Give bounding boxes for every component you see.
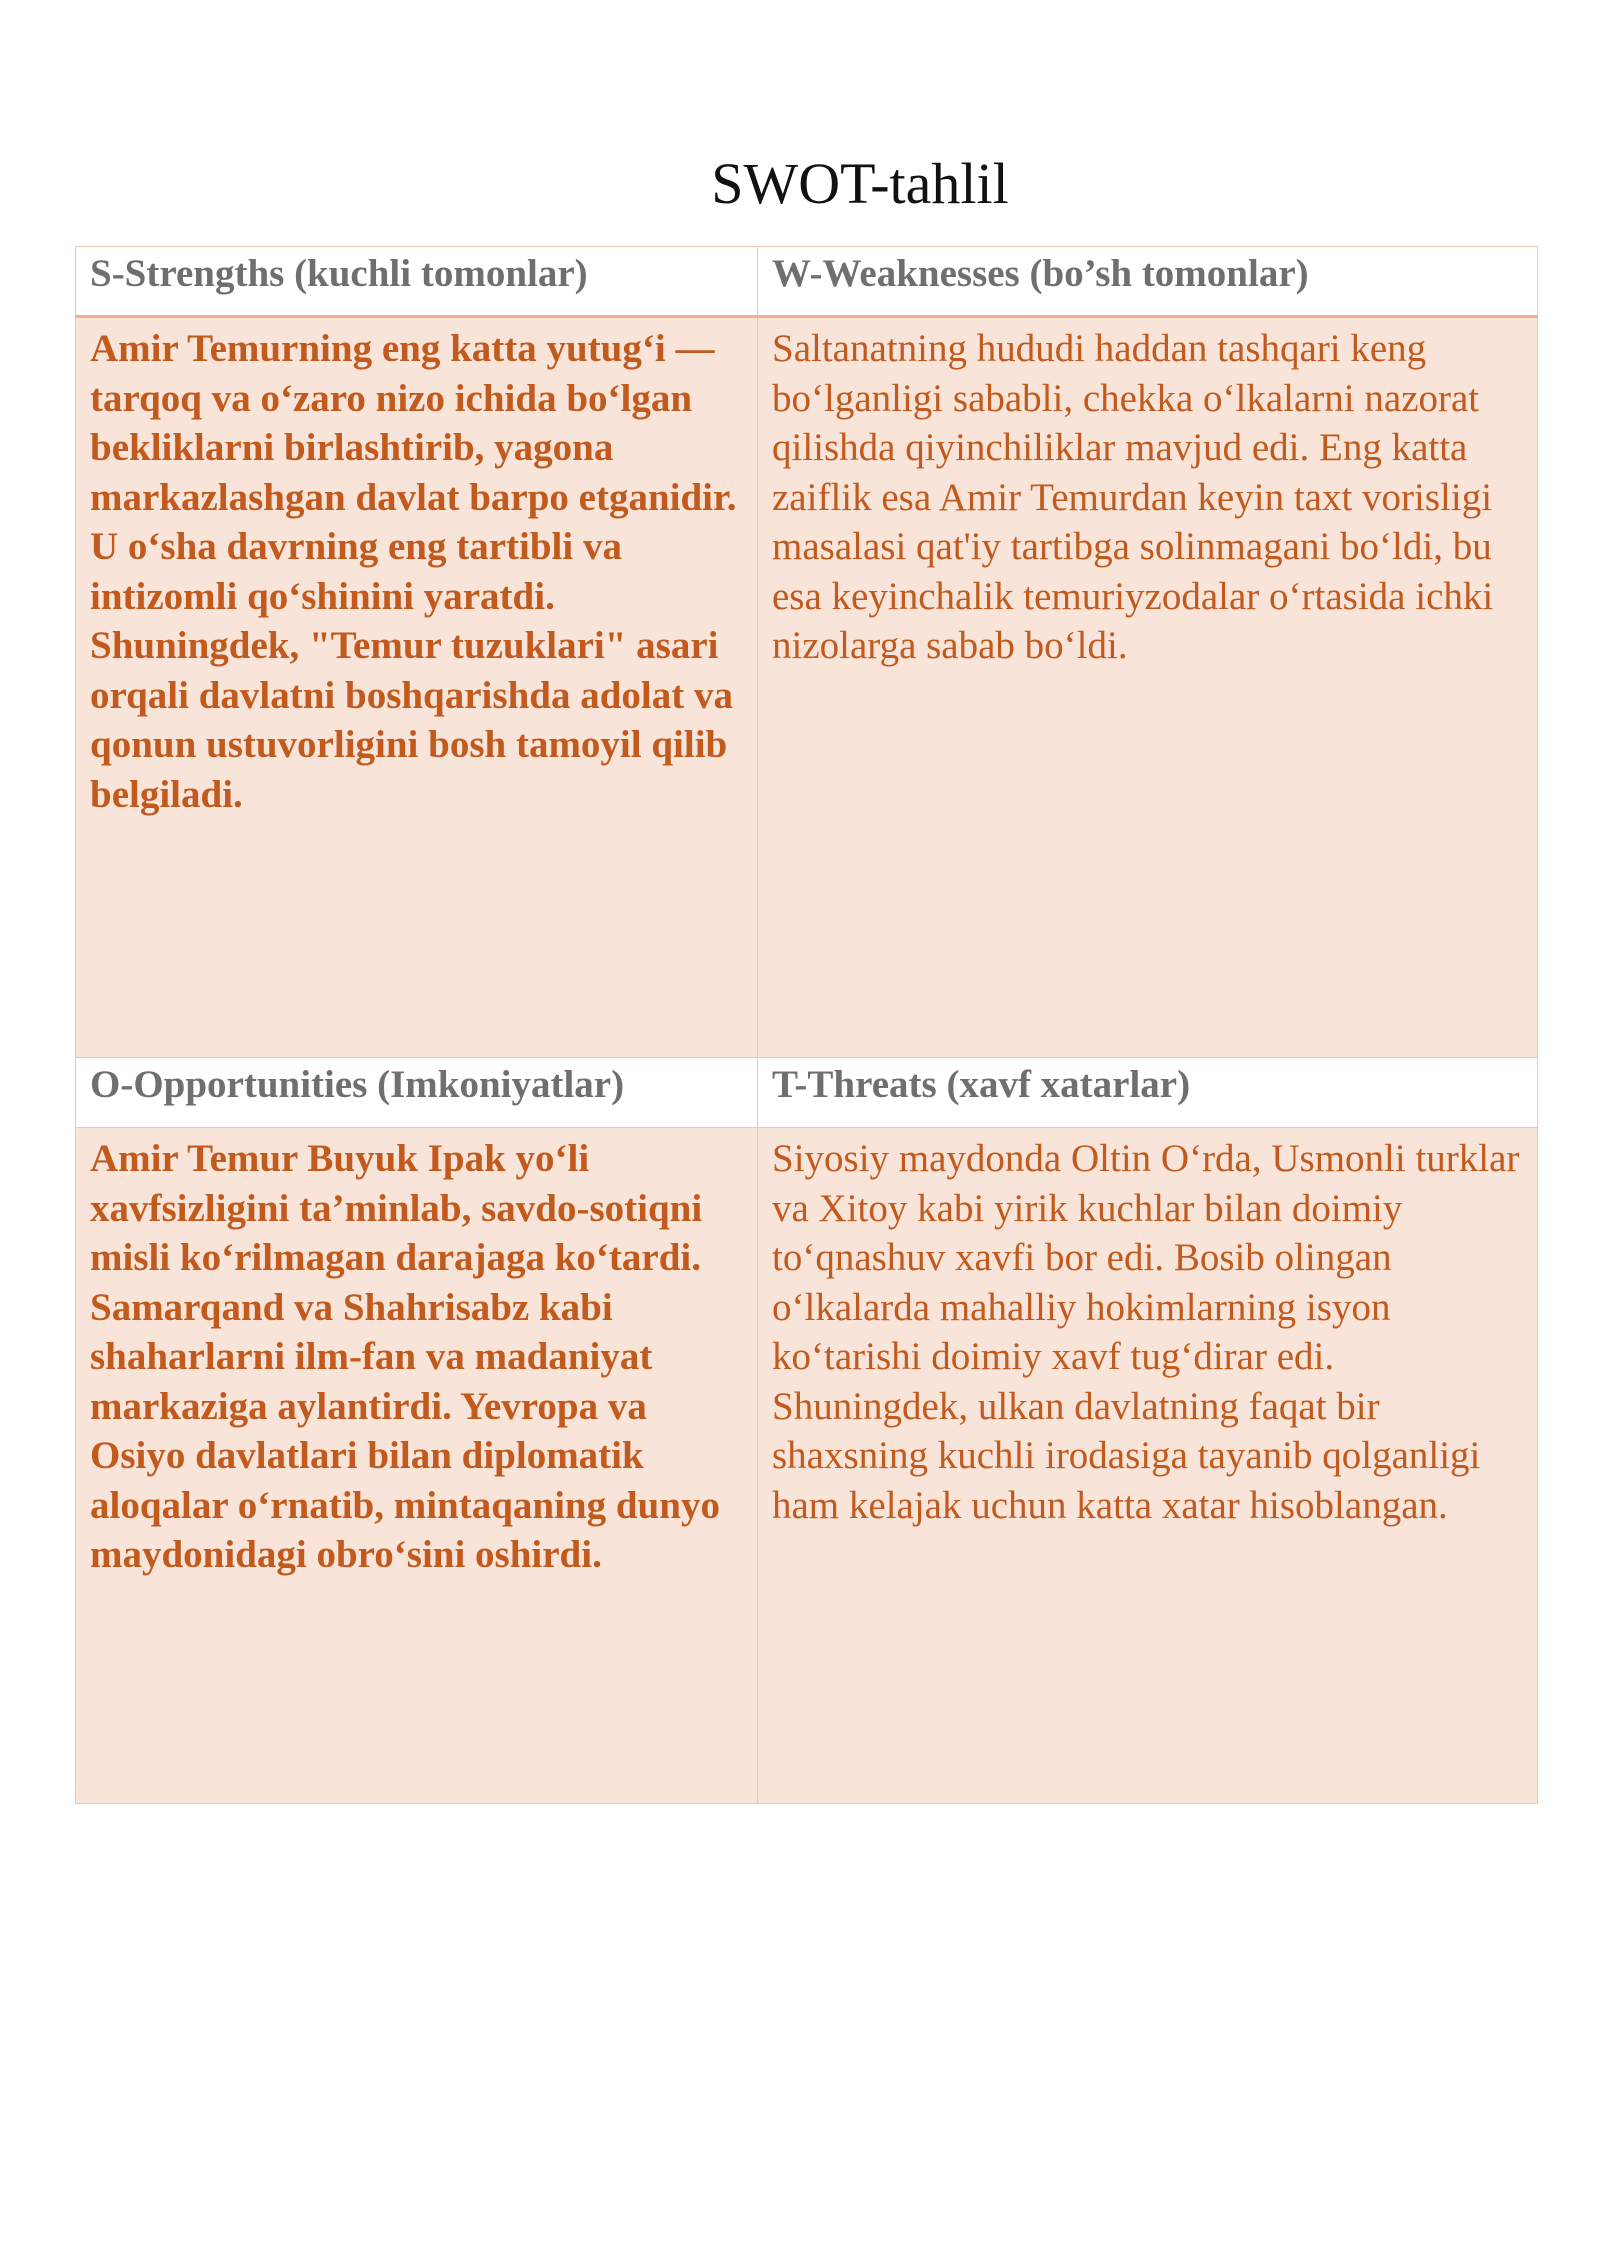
strengths-text: Amir Temurning eng katta yutug‘i — tarqoq va o‘zaro nizo ichida bo‘lgan bekliklarni birlashtirib, yagona markazlashgan davlat barpo etganidir. U o‘sha davrning eng tartibli va intizomli qo‘shinini yaratdi. Shuningdek, "Temur tuzuklari" asari orqali davlatni boshqarishda adolat va qonun ustuvorligini bosh tamoyil qilib belgiladi. [76, 317, 758, 1058]
strengths-heading: S-Strengths (kuchli tomonlar) [76, 247, 758, 317]
swot-table [75, 246, 1538, 1804]
weaknesses-heading: W-Weaknesses (bo’sh tomonlar) [758, 247, 1538, 317]
opportunities-text: Amir Temur Buyuk Ipak yo‘li xavfsizligini ta’minlab, savdo-sotiqni misli ko‘rilmagan darajaga ko‘tardi. Samarqand va Shahrisabz kabi shaharlarni ilm-fan va madaniyat markaziga aylantirdi. Yevropa va Osiyo davlatlari bilan diplomatik aloqalar o‘rnatib, mintaqaning dunyo maydonidagi obro‘sini oshirdi. [76, 1128, 758, 1804]
threats-heading: T-Threats (xavf xatarlar) [758, 1058, 1538, 1128]
swot-body-row-top [76, 317, 1538, 1058]
swot-header-row-top [76, 247, 1538, 317]
threats-text: Siyosiy maydonda Oltin O‘rda, Usmonli turklar va Xitoy kabi yirik kuchlar bilan doimiy to‘qnashuv xavfi bor edi. Bosib olingan o‘lkalarda mahalliy hokimlarning isyon ko‘tarishi doimiy xavf tug‘dirar edi. Shuningdek, ulkan davlatning faqat bir shaxsning kuchli irodasiga tayanib qolganligi ham kelajak uchun katta xatar hisoblangan. [758, 1128, 1538, 1804]
weaknesses-text: Saltanatning hududi haddan tashqari keng bo‘lganligi sababli, chekka o‘lkalarni nazorat qilishda qiyinchiliklar mavjud edi. Eng katta zaiflik esa Amir Temurdan keyin taxt vorisligi masalasi qat'iy tartibga solinmagani bo‘ldi, bu esa keyinchalik temuriyzodalar o‘rtasida ichki nizolarga sabab bo‘ldi. [758, 317, 1538, 1058]
opportunities-heading: O-Opportunities (Imkoniyatlar) [76, 1058, 758, 1128]
page-title: SWOT-tahlil [711, 151, 1009, 216]
swot-header-row-bottom [76, 1058, 1538, 1128]
swot-body-row-bottom [76, 1128, 1538, 1804]
